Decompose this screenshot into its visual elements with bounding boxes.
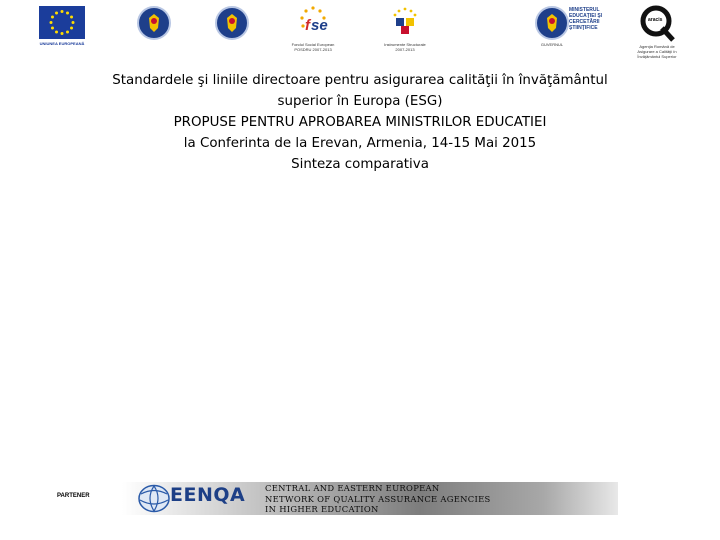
eu-star xyxy=(55,31,58,34)
title-line-1: Standardele şi liniile directoare pentru asigurarea calităţii în învăţământul xyxy=(112,73,608,88)
romania-crest-icon xyxy=(137,6,171,40)
eu-star xyxy=(51,16,54,19)
globe-icon xyxy=(136,483,172,514)
structural-instruments-icon xyxy=(388,4,422,40)
eu-star xyxy=(66,31,69,34)
eu-caption: UNIUNEA EUROPEANĂ xyxy=(39,41,85,46)
ministry-name: MINISTERUL EDUCAŢIEI ŞI CERCETĂRII ŞTIINŢIFICE xyxy=(569,7,603,31)
svg-text:se: se xyxy=(311,17,328,34)
title-line-4: la Conferinta de la Erevan, Armenia, 14-15 Mai 2015 xyxy=(183,136,537,151)
document-title xyxy=(60,70,660,175)
banner-name: EENQA xyxy=(170,484,246,506)
banner-text: CENTRAL AND EASTERN EUROPEAN NETWORK OF QUALITY ASSURANCE AGENCIES IN HIGHER EDUCATION xyxy=(265,483,491,514)
romania-crest-icon-2 xyxy=(215,6,249,40)
partner-label: PARTENER xyxy=(57,493,90,499)
eu-star xyxy=(61,10,64,13)
eu-star xyxy=(70,16,73,19)
eu-star xyxy=(50,21,53,24)
eu-star xyxy=(61,32,64,35)
title-line-3: PROPUSE PENTRU APROBAREA MINISTRILOR EDUCATIEI xyxy=(173,115,547,130)
is-caption: Instrumente Structurale 2007-2013 xyxy=(384,42,426,52)
aracis-caption: Agenţia Română de Asigurare a Calităţii în Învăţământul Superior xyxy=(637,44,677,59)
title-line-5: Sinteza comparativa xyxy=(291,157,429,172)
aracis-logo-icon xyxy=(640,4,676,42)
eu-star xyxy=(70,27,73,30)
eu-star xyxy=(55,11,58,14)
eu-flag-icon xyxy=(39,6,85,39)
eu-star xyxy=(66,11,69,14)
fse-logo-icon xyxy=(296,4,330,40)
title-line-2: superior în Europa (ESG) xyxy=(277,94,443,109)
ministry-crest-icon xyxy=(535,6,569,40)
eu-star xyxy=(51,27,54,30)
svg-text:f: f xyxy=(305,17,310,34)
eu-star xyxy=(72,21,75,24)
aracis-mark: aracis xyxy=(648,17,663,23)
ministry-caption: GUVERNUL xyxy=(540,42,564,47)
fse-caption: Fondul Social European POSDRU 2007-2013 xyxy=(291,42,335,52)
